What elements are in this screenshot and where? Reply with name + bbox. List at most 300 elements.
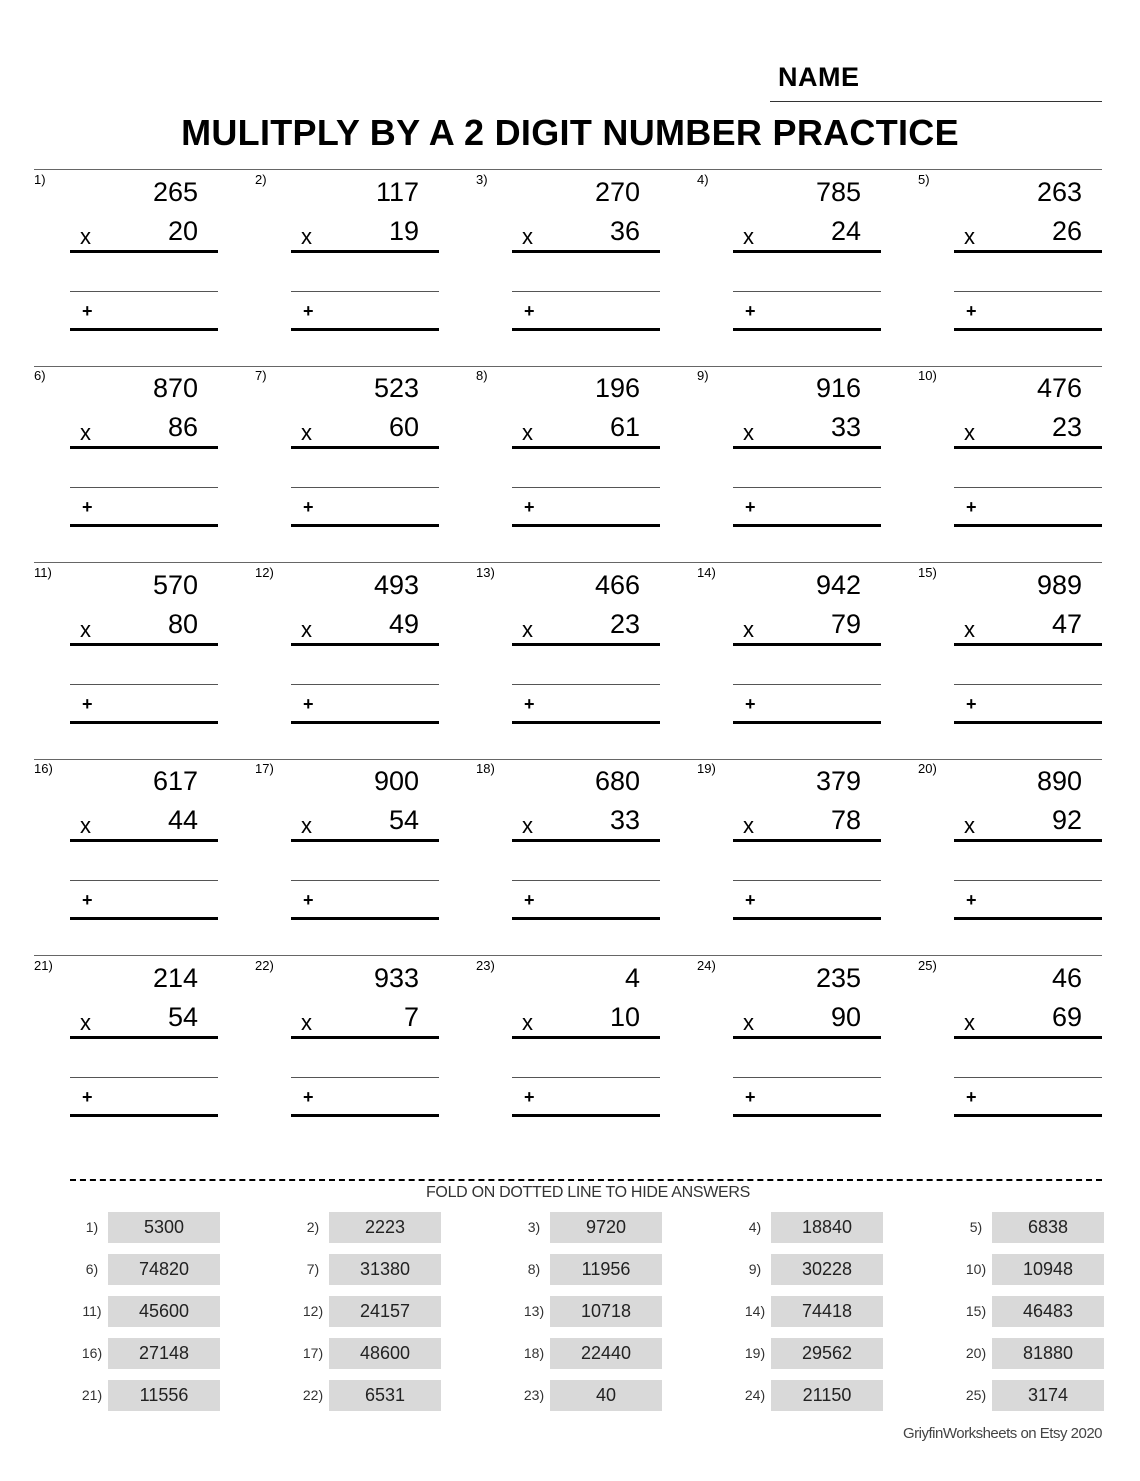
plus-sign: + bbox=[303, 497, 314, 517]
partial-product-line bbox=[733, 291, 881, 292]
footer-credit: GriyfinWorksheets on Etsy 2020 bbox=[903, 1425, 1102, 1442]
sum-line bbox=[512, 524, 660, 527]
sum-line bbox=[954, 524, 1102, 527]
product-line bbox=[291, 250, 439, 253]
answer-value: 31380 bbox=[329, 1254, 441, 1285]
problem-card bbox=[255, 565, 475, 735]
multiply-sign: x bbox=[743, 224, 754, 249]
multiplicand: 916 bbox=[815, 373, 861, 403]
problem-card bbox=[476, 761, 696, 931]
problem-card bbox=[34, 172, 254, 342]
product-line bbox=[70, 250, 218, 253]
answer-value: 11556 bbox=[108, 1380, 220, 1411]
answer-item bbox=[958, 1212, 1140, 1244]
answer-number: 11) bbox=[82, 1303, 102, 1319]
answer-value: 10948 bbox=[992, 1254, 1104, 1285]
answer-value: 40 bbox=[550, 1380, 662, 1411]
answer-item bbox=[74, 1338, 294, 1370]
answer-number: 1) bbox=[85, 1219, 99, 1235]
answer-number: 22) bbox=[302, 1387, 324, 1403]
multiplier: 7 bbox=[403, 1002, 419, 1032]
answer-value: 10718 bbox=[550, 1296, 662, 1327]
problem-number: 18) bbox=[476, 761, 495, 776]
row-separator bbox=[34, 955, 1102, 956]
partial-product-line bbox=[70, 487, 218, 488]
plus-sign: + bbox=[82, 890, 93, 910]
partial-product-line bbox=[291, 291, 439, 292]
multiply-sign: x bbox=[80, 420, 91, 445]
answer-item bbox=[74, 1296, 294, 1328]
multiplicand: 680 bbox=[594, 766, 640, 796]
plus-sign: + bbox=[745, 497, 756, 517]
sum-line bbox=[70, 1114, 218, 1117]
partial-product-line bbox=[512, 1077, 660, 1078]
multiply-sign: x bbox=[301, 420, 312, 445]
partial-product-line bbox=[291, 684, 439, 685]
multiplier: 54 bbox=[167, 1002, 198, 1032]
answer-value: 2223 bbox=[329, 1212, 441, 1243]
plus-sign: + bbox=[524, 694, 535, 714]
product-line bbox=[70, 446, 218, 449]
product-line bbox=[512, 839, 660, 842]
answer-item bbox=[295, 1254, 515, 1286]
plus-sign: + bbox=[82, 497, 93, 517]
row-separator bbox=[34, 366, 1102, 367]
problem-card bbox=[918, 958, 1138, 1128]
product-line bbox=[291, 839, 439, 842]
partial-product-line bbox=[733, 880, 881, 881]
problem-number: 5) bbox=[918, 172, 930, 187]
plus-sign: + bbox=[966, 497, 977, 517]
multiply-sign: x bbox=[964, 617, 975, 642]
plus-sign: + bbox=[966, 694, 977, 714]
answer-item bbox=[295, 1380, 515, 1412]
answer-number: 19) bbox=[744, 1345, 766, 1361]
multiplicand: 933 bbox=[373, 963, 419, 993]
multiplier: 92 bbox=[1051, 805, 1082, 835]
answer-number: 8) bbox=[527, 1261, 541, 1277]
multiplicand: 466 bbox=[594, 570, 640, 600]
answer-number: 2) bbox=[306, 1219, 320, 1235]
multiply-sign: x bbox=[80, 1010, 91, 1035]
problem-number: 9) bbox=[697, 368, 709, 383]
sum-line bbox=[512, 1114, 660, 1117]
sum-line bbox=[70, 721, 218, 724]
plus-sign: + bbox=[966, 1087, 977, 1107]
row-separator bbox=[34, 759, 1102, 760]
multiplicand: 265 bbox=[152, 177, 198, 207]
answer-item bbox=[737, 1296, 957, 1328]
plus-sign: + bbox=[303, 890, 314, 910]
fold-instruction: FOLD ON DOTTED LINE TO HIDE ANSWERS bbox=[425, 1184, 751, 1201]
problem-number: 19) bbox=[697, 761, 716, 776]
answer-number: 10) bbox=[965, 1261, 987, 1277]
multiplier: 33 bbox=[830, 412, 861, 442]
answer-number: 23) bbox=[523, 1387, 545, 1403]
partial-product-line bbox=[70, 291, 218, 292]
problem-number: 13) bbox=[476, 565, 495, 580]
answer-number: 13) bbox=[523, 1303, 545, 1319]
multiplicand: 214 bbox=[152, 963, 198, 993]
product-line bbox=[70, 643, 218, 646]
product-line bbox=[291, 446, 439, 449]
multiply-sign: x bbox=[301, 813, 312, 838]
sum-line bbox=[733, 721, 881, 724]
problem-card bbox=[697, 761, 917, 931]
multiply-sign: x bbox=[743, 420, 754, 445]
partial-product-line bbox=[70, 1077, 218, 1078]
answer-item bbox=[737, 1254, 957, 1286]
problem-number: 20) bbox=[918, 761, 937, 776]
multiplicand: 617 bbox=[152, 766, 198, 796]
answer-value: 74418 bbox=[771, 1296, 883, 1327]
plus-sign: + bbox=[966, 301, 977, 321]
problem-number: 1) bbox=[34, 172, 46, 187]
plus-sign: + bbox=[524, 301, 535, 321]
product-line bbox=[954, 1036, 1102, 1039]
answer-item bbox=[74, 1380, 294, 1412]
answer-value: 6838 bbox=[992, 1212, 1104, 1243]
multiplicand: 263 bbox=[1036, 177, 1082, 207]
answer-value: 11956 bbox=[550, 1254, 662, 1285]
answer-value: 74820 bbox=[108, 1254, 220, 1285]
problem-number: 6) bbox=[34, 368, 46, 383]
answer-value: 18840 bbox=[771, 1212, 883, 1243]
partial-product-line bbox=[70, 880, 218, 881]
problem-card bbox=[34, 565, 254, 735]
sum-line bbox=[733, 328, 881, 331]
partial-product-line bbox=[954, 1077, 1102, 1078]
answer-number: 6) bbox=[85, 1261, 99, 1277]
sum-line bbox=[291, 1114, 439, 1117]
multiplicand: 270 bbox=[594, 177, 640, 207]
partial-product-line bbox=[733, 487, 881, 488]
multiplier: 80 bbox=[167, 609, 198, 639]
sum-line bbox=[70, 524, 218, 527]
answer-item bbox=[516, 1380, 736, 1412]
row-separator bbox=[34, 562, 1102, 563]
multiplier: 49 bbox=[388, 609, 419, 639]
multiplier: 36 bbox=[609, 216, 640, 246]
product-line bbox=[512, 643, 660, 646]
answer-item bbox=[74, 1254, 294, 1286]
partial-product-line bbox=[512, 880, 660, 881]
problem-card bbox=[918, 172, 1138, 342]
multiplier: 20 bbox=[167, 216, 198, 246]
problem-number: 17) bbox=[255, 761, 274, 776]
answer-item bbox=[516, 1254, 736, 1286]
answer-item bbox=[295, 1296, 515, 1328]
multiplicand: 196 bbox=[594, 373, 640, 403]
product-line bbox=[733, 250, 881, 253]
answer-value: 29562 bbox=[771, 1338, 883, 1369]
multiplier: 23 bbox=[609, 609, 640, 639]
plus-sign: + bbox=[82, 301, 93, 321]
sum-line bbox=[954, 917, 1102, 920]
plus-sign: + bbox=[82, 694, 93, 714]
sum-line bbox=[733, 1114, 881, 1117]
multiplicand: 476 bbox=[1036, 373, 1082, 403]
multiplier: 26 bbox=[1051, 216, 1082, 246]
answer-value: 48600 bbox=[329, 1338, 441, 1369]
plus-sign: + bbox=[524, 497, 535, 517]
answer-item bbox=[295, 1338, 515, 1370]
partial-product-line bbox=[512, 684, 660, 685]
answer-number: 4) bbox=[748, 1219, 762, 1235]
problem-card bbox=[34, 368, 254, 538]
multiply-sign: x bbox=[964, 1010, 975, 1035]
multiplicand: 870 bbox=[152, 373, 198, 403]
partial-product-line bbox=[291, 880, 439, 881]
sum-line bbox=[70, 328, 218, 331]
page-title: MULITPLY BY A 2 DIGIT NUMBER PRACTICE bbox=[181, 112, 959, 153]
multiply-sign: x bbox=[522, 224, 533, 249]
product-line bbox=[70, 839, 218, 842]
problem-number: 21) bbox=[34, 958, 53, 973]
sum-line bbox=[733, 524, 881, 527]
plus-sign: + bbox=[966, 890, 977, 910]
sum-line bbox=[291, 721, 439, 724]
multiply-sign: x bbox=[964, 224, 975, 249]
answer-number: 18) bbox=[523, 1345, 545, 1361]
product-line bbox=[70, 1036, 218, 1039]
problem-card bbox=[918, 761, 1138, 931]
row-separator bbox=[34, 169, 1102, 170]
problem-card bbox=[476, 958, 696, 1128]
multiplicand: 523 bbox=[373, 373, 419, 403]
partial-product-line bbox=[733, 684, 881, 685]
product-line bbox=[733, 1036, 881, 1039]
answer-value: 27148 bbox=[108, 1338, 220, 1369]
multiplicand: 942 bbox=[815, 570, 861, 600]
answer-item bbox=[958, 1338, 1140, 1370]
problem-card bbox=[918, 368, 1138, 538]
answer-number: 7) bbox=[306, 1261, 320, 1277]
problem-number: 4) bbox=[697, 172, 709, 187]
sum-line bbox=[954, 1114, 1102, 1117]
multiply-sign: x bbox=[743, 813, 754, 838]
multiplicand: 117 bbox=[375, 177, 419, 207]
partial-product-line bbox=[512, 487, 660, 488]
answer-value: 3174 bbox=[992, 1380, 1104, 1411]
product-line bbox=[954, 250, 1102, 253]
sum-line bbox=[291, 524, 439, 527]
answer-item bbox=[958, 1380, 1140, 1412]
multiplier: 79 bbox=[830, 609, 861, 639]
multiplier: 44 bbox=[167, 805, 198, 835]
answer-value: 81880 bbox=[992, 1338, 1104, 1369]
problem-number: 24) bbox=[697, 958, 716, 973]
partial-product-line bbox=[733, 1077, 881, 1078]
multiplier: 47 bbox=[1051, 609, 1082, 639]
partial-product-line bbox=[954, 880, 1102, 881]
answer-value: 9720 bbox=[550, 1212, 662, 1243]
answer-item bbox=[737, 1338, 957, 1370]
multiplier: 54 bbox=[388, 805, 419, 835]
answer-number: 14) bbox=[744, 1303, 766, 1319]
multiplicand: 570 bbox=[152, 570, 198, 600]
product-line bbox=[291, 1036, 439, 1039]
multiplicand: 4 bbox=[624, 963, 640, 993]
product-line bbox=[733, 839, 881, 842]
problem-card bbox=[697, 958, 917, 1128]
problem-card bbox=[476, 172, 696, 342]
multiplier: 86 bbox=[167, 412, 198, 442]
partial-product-line bbox=[954, 684, 1102, 685]
plus-sign: + bbox=[745, 694, 756, 714]
partial-product-line bbox=[954, 291, 1102, 292]
product-line bbox=[733, 643, 881, 646]
multiplier: 24 bbox=[830, 216, 861, 246]
answer-number: 15) bbox=[965, 1303, 987, 1319]
partial-product-line bbox=[291, 1077, 439, 1078]
multiplier: 33 bbox=[609, 805, 640, 835]
problem-number: 14) bbox=[697, 565, 716, 580]
answer-value: 5300 bbox=[108, 1212, 220, 1243]
multiply-sign: x bbox=[301, 224, 312, 249]
plus-sign: + bbox=[745, 1087, 756, 1107]
product-line bbox=[512, 250, 660, 253]
sum-line bbox=[512, 721, 660, 724]
product-line bbox=[954, 643, 1102, 646]
multiply-sign: x bbox=[743, 1010, 754, 1035]
product-line bbox=[954, 446, 1102, 449]
multiply-sign: x bbox=[522, 617, 533, 642]
answer-value: 22440 bbox=[550, 1338, 662, 1369]
multiply-sign: x bbox=[301, 1010, 312, 1035]
partial-product-line bbox=[954, 487, 1102, 488]
answer-number: 17) bbox=[302, 1345, 324, 1361]
multiplier: 61 bbox=[609, 412, 640, 442]
answer-item bbox=[737, 1212, 957, 1244]
multiplier: 90 bbox=[830, 1002, 861, 1032]
answer-number: 21) bbox=[81, 1387, 103, 1403]
partial-product-line bbox=[512, 291, 660, 292]
problem-card bbox=[255, 368, 475, 538]
multiplicand: 890 bbox=[1036, 766, 1082, 796]
plus-sign: + bbox=[745, 301, 756, 321]
multiplicand: 493 bbox=[373, 570, 419, 600]
problem-card bbox=[697, 368, 917, 538]
plus-sign: + bbox=[82, 1087, 93, 1107]
answer-item bbox=[74, 1212, 294, 1244]
sum-line bbox=[512, 917, 660, 920]
problem-card bbox=[34, 958, 254, 1128]
problem-card bbox=[255, 172, 475, 342]
answer-number: 12) bbox=[302, 1303, 324, 1319]
problem-number: 8) bbox=[476, 368, 488, 383]
answer-number: 24) bbox=[744, 1387, 766, 1403]
product-line bbox=[512, 446, 660, 449]
multiply-sign: x bbox=[522, 1010, 533, 1035]
problem-card bbox=[476, 565, 696, 735]
plus-sign: + bbox=[303, 694, 314, 714]
plus-sign: + bbox=[745, 890, 756, 910]
answer-number: 5) bbox=[969, 1219, 983, 1235]
answer-number: 25) bbox=[965, 1387, 987, 1403]
problem-card bbox=[255, 958, 475, 1128]
fold-dotted-line bbox=[70, 1179, 1102, 1181]
answer-number: 9) bbox=[748, 1261, 762, 1277]
product-line bbox=[954, 839, 1102, 842]
sum-line bbox=[512, 328, 660, 331]
partial-product-line bbox=[70, 684, 218, 685]
sum-line bbox=[70, 917, 218, 920]
product-line bbox=[512, 1036, 660, 1039]
problem-number: 10) bbox=[918, 368, 937, 383]
answer-item bbox=[295, 1212, 515, 1244]
multiply-sign: x bbox=[964, 813, 975, 838]
multiply-sign: x bbox=[964, 420, 975, 445]
answer-value: 24157 bbox=[329, 1296, 441, 1327]
multiplier: 78 bbox=[830, 805, 861, 835]
answer-item bbox=[516, 1338, 736, 1370]
problem-card bbox=[697, 172, 917, 342]
answer-item bbox=[958, 1296, 1140, 1328]
multiplier: 19 bbox=[388, 216, 419, 246]
problem-card bbox=[697, 565, 917, 735]
multiplier: 60 bbox=[388, 412, 419, 442]
sum-line bbox=[954, 721, 1102, 724]
problem-card bbox=[255, 761, 475, 931]
plus-sign: + bbox=[524, 890, 535, 910]
sum-line bbox=[291, 917, 439, 920]
multiply-sign: x bbox=[743, 617, 754, 642]
name-line bbox=[770, 101, 1102, 102]
product-line bbox=[291, 643, 439, 646]
plus-sign: + bbox=[303, 1087, 314, 1107]
name-label: NAME bbox=[778, 62, 860, 92]
multiply-sign: x bbox=[522, 420, 533, 445]
multiplier: 10 bbox=[609, 1002, 640, 1032]
answer-value: 46483 bbox=[992, 1296, 1104, 1327]
answer-number: 16) bbox=[81, 1345, 103, 1361]
multiplicand: 235 bbox=[815, 963, 861, 993]
plus-sign: + bbox=[303, 301, 314, 321]
multiplicand: 379 bbox=[815, 766, 861, 796]
problem-number: 25) bbox=[918, 958, 937, 973]
partial-product-line bbox=[291, 487, 439, 488]
multiply-sign: x bbox=[301, 617, 312, 642]
problem-card bbox=[476, 368, 696, 538]
problem-number: 15) bbox=[918, 565, 937, 580]
multiply-sign: x bbox=[522, 813, 533, 838]
answer-value: 45600 bbox=[108, 1296, 220, 1327]
answer-value: 30228 bbox=[771, 1254, 883, 1285]
problem-card bbox=[34, 761, 254, 931]
multiplicand: 46 bbox=[1051, 963, 1082, 993]
multiply-sign: x bbox=[80, 224, 91, 249]
answer-item bbox=[516, 1296, 736, 1328]
multiplier: 69 bbox=[1051, 1002, 1082, 1032]
problem-number: 16) bbox=[34, 761, 53, 776]
plus-sign: + bbox=[524, 1087, 535, 1107]
multiplicand: 989 bbox=[1036, 570, 1082, 600]
multiply-sign: x bbox=[80, 617, 91, 642]
multiplicand: 900 bbox=[373, 766, 419, 796]
product-line bbox=[733, 446, 881, 449]
answer-item bbox=[958, 1254, 1140, 1286]
answer-value: 6531 bbox=[329, 1380, 441, 1411]
answer-item bbox=[737, 1380, 957, 1412]
problem-number: 11) bbox=[34, 565, 52, 580]
sum-line bbox=[954, 328, 1102, 331]
answer-number: 3) bbox=[527, 1219, 541, 1235]
problem-number: 23) bbox=[476, 958, 495, 973]
problem-number: 3) bbox=[476, 172, 488, 187]
problem-number: 7) bbox=[255, 368, 267, 383]
answer-number: 20) bbox=[965, 1345, 987, 1361]
